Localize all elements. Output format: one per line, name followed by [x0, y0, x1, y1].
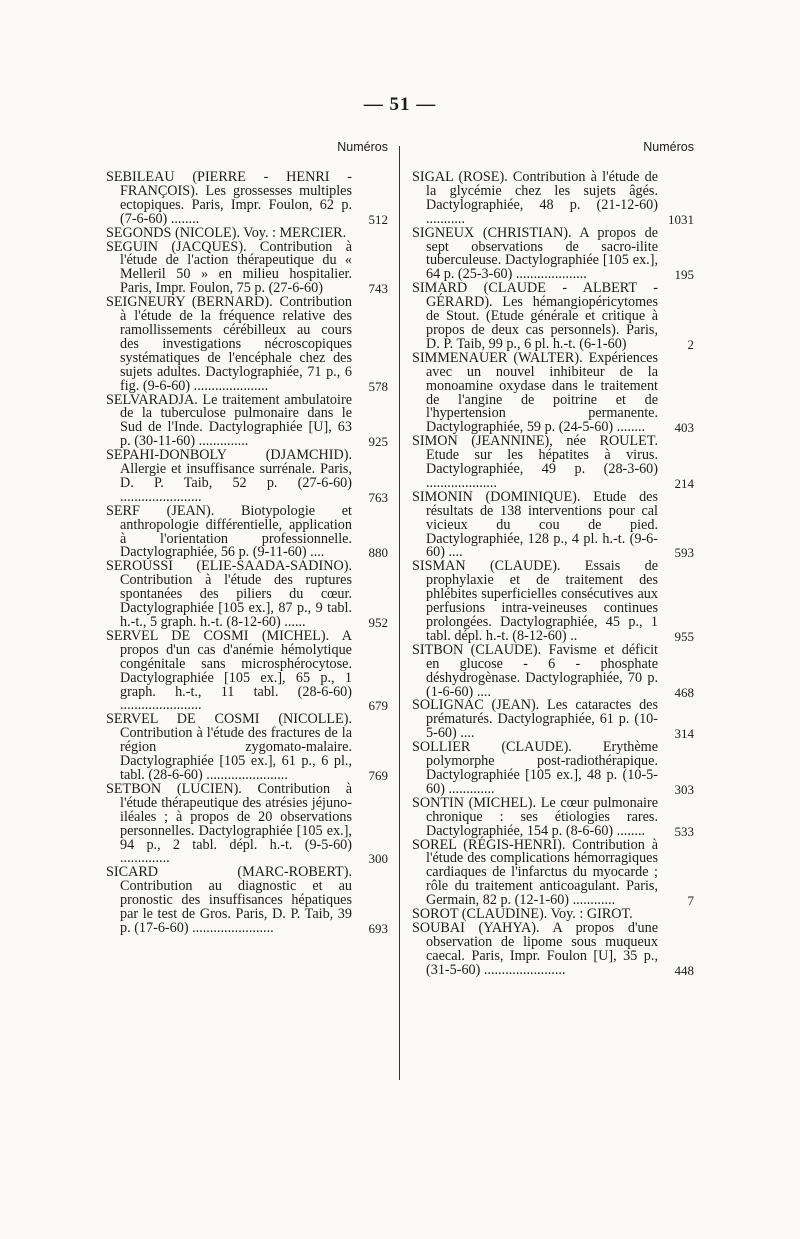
entry-list — [412, 171, 694, 978]
page-number: — 51 — — [363, 94, 437, 115]
entry-text: SEGUIN (JACQUES). Contribution à l'étude de l'action thérapeutique du « Melleril 50 » en milieu hospitalier. Paris, Impr. Foulon, 75 p. (27-6-60) — [106, 238, 352, 297]
entry-list — [106, 171, 388, 936]
index-entry — [106, 391, 388, 450]
index-entry — [412, 836, 694, 909]
entry-number: 693 — [368, 920, 388, 936]
entry-number: 403 — [674, 420, 694, 436]
right-column — [412, 140, 694, 978]
entry-number: 314 — [674, 726, 694, 742]
entry-number: 593 — [674, 545, 694, 561]
entry-text: SOROT (CLAUDINE). Voy. : GIROT. — [412, 906, 633, 923]
entry-number: 955 — [674, 628, 694, 644]
entry-number: 512 — [368, 211, 388, 227]
entry-text: SIMMENAUER (WALTER). Expériences avec un nouvel inhibiteur de la monoamine oxydase dans le traitement de l'angine de poitrine et de l'hypertension permanente. Dactylographiée, 59 p. (24-5-60) ........ — [412, 349, 658, 436]
entry-number: 952 — [368, 615, 388, 630]
index-entry — [106, 449, 388, 505]
entry-number: 300 — [368, 851, 388, 867]
entry-text: SERF (JEAN). Biotypologie et anthropologie différentielle, application à l'orientation professionnelle. Dactylographiée, 56 p. (9-11-60) .... — [106, 502, 352, 561]
entry-text: SOUBAI (YAHYA). A propos d'une observation de lipome sous muqueux caecal. Paris, Impr. Foulon [U], 35 p., (31-5-60) ....................... — [412, 919, 658, 978]
index-entry — [106, 780, 388, 867]
index-entry — [106, 238, 388, 297]
entry-number: 743 — [368, 281, 388, 297]
index-entry — [412, 560, 694, 643]
entry-text: SERVEL DE COSMI (MICHEL). A propos d'un cas d'anémie hémolytique congénitale sans microsphérocytose. Dactylographiée [105 ex.], 65 p., 1 graph. h.-t., 11 tabl. (28-6-60) ....................... — [106, 627, 352, 714]
index-entry — [412, 171, 694, 227]
entry-text: SELVARADJA. Le traitement ambulatoire de la tuberculose pulmonaire dans le Sud de l'Inde. Dactylographiée [U], 63 p. (30-11-60) .............. — [106, 391, 352, 450]
entry-number: 2 — [687, 336, 694, 352]
entry-number: 1031 — [668, 211, 694, 227]
column-divider — [399, 146, 400, 1080]
entry-text: SEPAHI-DONBOLY (DJAMCHID). Allergie et insuffisance surrénale. Paris, D. P. Taib, 52 p. (27-6-60) ....................... — [106, 447, 352, 505]
entry-number: 763 — [368, 489, 388, 505]
entry-text: SETBON (LUCIEN). Contribution à l'étude thérapeutique des atrésies jéjuno-iléales ; à propos de 20 observations personnelles. Dactylographiée [105 ex.], 94 p., 2 tabl. dépl. h.-t. (9-5-60) .............. — [106, 780, 352, 867]
entry-text: SONTIN (MICHEL). Le cœur pulmonaire chronique : ses étiologies rares. Dactylographiée, 154 p. (8-6-60) ........ — [412, 794, 658, 839]
entry-text: SIMARD (CLAUDE - ALBERT - GÉRARD). Les hémangiopéricytomes de Stout. (Etude générale et critique à propos de deux cas personnels). Paris, D. P. Taib, 99 p., 6 pl. h.-t. (6-1-60) — [412, 280, 658, 352]
left-column — [106, 140, 388, 936]
column-header: Numéros — [337, 140, 388, 154]
entry-text: SEIGNEURY (BERNARD). Contribution à l'étude de la fréquence relative des ramollissements cérébilleux au cours des investigations nécroscopiques systématiques de l'encéphale chez des sujets adultes. Dactylographiée, 71 p., 6 fig. (9-6-60) ..................... — [106, 294, 352, 394]
entry-number: 7 — [687, 893, 694, 909]
entry-number: 468 — [674, 684, 694, 700]
index-entry — [412, 641, 694, 700]
entry-number: 925 — [368, 434, 388, 450]
index-entry — [412, 435, 694, 491]
entry-number: 578 — [368, 378, 388, 394]
entry-text: SISMAN (CLAUDE). Essais de prophylaxie et de traitement des phlébites superficielles consécutives aux perfusions intra-veineuses continues prolongées. Dactylographiée, 45 p., 1 tabl. dépl. h.-t. (8-12-60) .. — [412, 558, 658, 644]
entry-text: SOLLIER (CLAUDE). Erythème polymorphe post-radiothérapique. Dactylographiée [105 ex.], 48 p. (10-5-60) ............. — [412, 739, 658, 797]
entry-number: 533 — [674, 823, 694, 839]
entry-text: SEROUSSI (ELIE-SAADA-SADINO). Contribution à l'étude des ruptures spontanées des piliers du cœur. Dactylographiée [105 ex.], 87 p., 9 tabl. h.-t., 5 graph. h.-t. (8-12-60) ...... — [106, 558, 352, 630]
index-entry — [412, 699, 694, 741]
index-entry — [412, 349, 694, 436]
entry-text: SIMONIN (DOMINIQUE). Etude des résultats de 138 interventions pour cal vicieux du cou de pied. Dactylographiée, 128 p., 4 pl. h.-t. (9-6-60) .... — [412, 488, 658, 561]
index-entry — [106, 713, 388, 783]
index-entry — [412, 282, 694, 352]
entry-number: 214 — [674, 475, 694, 491]
index-entry — [106, 627, 388, 714]
entry-text: SOREL (RÉGIS-HENRI). Contribution à l'étude des complications hémorragiques cardiaques de l'infarctus du myocarde ; rôle du traitement anticoagulant. Paris, Germain, 82 p. (12-1-60) ............ — [412, 836, 658, 909]
entry-text: SOLIGNAC (JEAN). Les cataractes des prématurés. Dactylographiée, 61 p. (10-5-60) .... — [412, 697, 658, 742]
index-entry — [412, 794, 694, 839]
index-entry — [412, 919, 694, 978]
entry-text: SERVEL DE COSMI (NICOLLE). Contribution à l'étude des fractures de la région zygomato-malaire. Dactylographiée [105 ex.], 61 p., 6 pl., tabl. (28-6-60) ....................... — [106, 711, 352, 783]
entry-text: SICARD (MARC-ROBERT). Contribution au diagnostic et au pronostic des insuffisances hépatiques par le test de Gros. Paris, D. P. Taib, 39 p. (17-6-60) ....................... — [106, 864, 352, 936]
index-entry — [106, 502, 388, 561]
entry-text: SIGNEUX (CHRISTIAN). A propos de sept observations de sacro-ilite tuberculeuse. Dactylographiée [105 ex.], 64 p. (25-3-60) .................... — [412, 224, 658, 283]
entry-number: 195 — [674, 267, 694, 283]
entry-text: SEBILEAU (PIERRE - HENRI - FRANÇOIS). Les grossesses multiples ectopiques. Paris, Impr. Foulon, 62 p. (7-6-60) ........ — [106, 169, 352, 227]
index-entry — [412, 224, 694, 283]
entry-text: SIMON (JEANNINE), née ROULET. Etude sur les hépatites à virus. Dactylographiée, 49 p. (28-3-60) .................... — [412, 433, 658, 491]
index-entry — [106, 560, 388, 630]
entry-number: 769 — [368, 767, 388, 783]
entry-number: 303 — [674, 781, 694, 797]
entry-number: 880 — [368, 545, 388, 561]
column-header: Numéros — [643, 140, 694, 154]
index-entry — [106, 296, 388, 393]
entry-text: SITBON (CLAUDE). Favisme et déficit en glucose - 6 - phosphate déshydrogènase. Dactylographiée, 70 p. (1-6-60) .... — [412, 641, 658, 700]
index-entry — [106, 866, 388, 936]
entry-text: SEGONDS (NICOLE). Voy. : MERCIER. — [106, 224, 347, 241]
index-entry — [412, 488, 694, 561]
entry-number: 448 — [674, 962, 694, 978]
index-entry — [106, 171, 388, 227]
entry-number: 679 — [368, 698, 388, 714]
index-entry — [412, 741, 694, 797]
entry-text: SIGAL (ROSE). Contribution à l'étude de la glycémie chez les sujets âgés. Dactylographiée, 48 p. (21-12-60) ........... — [412, 169, 658, 227]
